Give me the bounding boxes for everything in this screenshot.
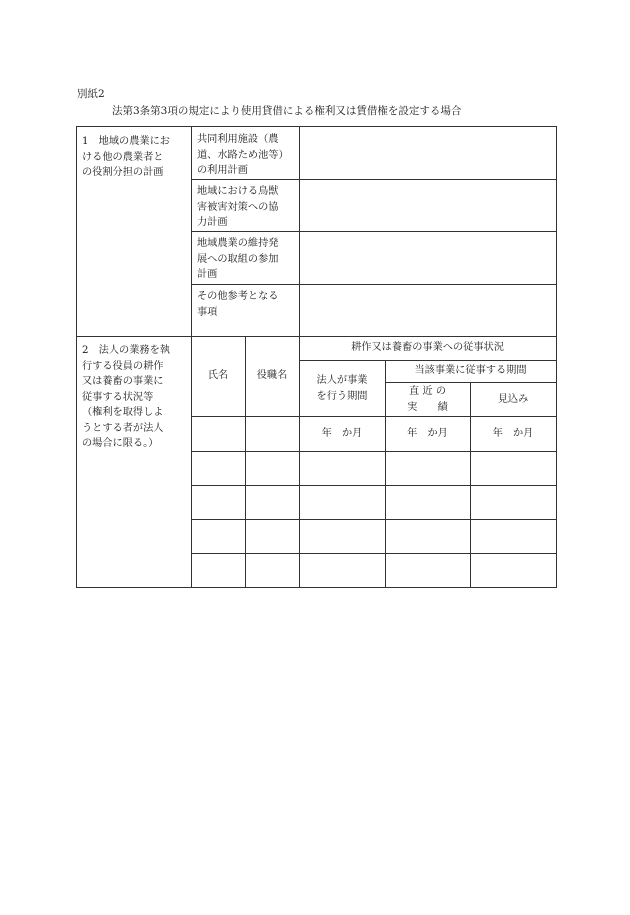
- section1-heading: 1 地域の農業にお ける他の農業者と の役割分担の計画: [82, 136, 170, 178]
- data-row-line: [191, 553, 557, 554]
- annex-label: 別紙2: [77, 88, 105, 100]
- unit-corp-period: 年 か月: [321, 428, 363, 439]
- col-name-header: 氏名: [207, 370, 229, 381]
- table-border-bottom: [76, 587, 557, 588]
- unit-recent: 年 か月: [407, 428, 448, 439]
- col-forecast-header: 見込み: [497, 394, 529, 405]
- data-row-line: [191, 519, 557, 520]
- section1-row-line: [191, 179, 557, 180]
- unit-forecast: 年 か月: [492, 428, 534, 439]
- table-border-left: [76, 126, 77, 588]
- group-header: 耕作又は養畜の事業への従事状況: [351, 342, 504, 353]
- table-border-top: [76, 126, 557, 127]
- section-separator: [76, 336, 557, 337]
- unit-row-line: [191, 451, 557, 452]
- item-other-label: その他参考となる 事項: [197, 291, 279, 318]
- section1-row-line: [191, 231, 557, 232]
- section2-heading: 2 法人の業務を執 行する役員の耕作 又は養畜の事業に 従事する状況等 （権利を取得しよ うとする者が法人 の場合に限る。）: [82, 345, 170, 449]
- col-recent-header: 直 近 の 実 績: [407, 386, 448, 413]
- col-corp-period-header: 法人が事業 を行う期間: [316, 375, 368, 402]
- item-wildlife-damage-label: 地域における鳥獣 害被害対策への協 力計画: [197, 186, 279, 228]
- item-shared-facilities-label: 共同利用施設（農 道、水路ため池等） の利用計画: [197, 134, 289, 176]
- document-title: 法第3条第3項の規定により使用貸借による権利又は賃借権を設定する場合: [112, 105, 462, 117]
- header-bottom-line: [191, 416, 557, 417]
- item-local-agriculture-label: 地域農業の維持発 展への取組の参加 計画: [197, 238, 279, 280]
- col-position-header: 役職名: [256, 370, 288, 381]
- group-header-line: [299, 360, 557, 361]
- section1-row-line: [191, 284, 557, 285]
- subgroup-header-line: [385, 382, 557, 383]
- data-row-line: [191, 485, 557, 486]
- subgroup-header: 当該事業に従事する期間: [414, 365, 527, 376]
